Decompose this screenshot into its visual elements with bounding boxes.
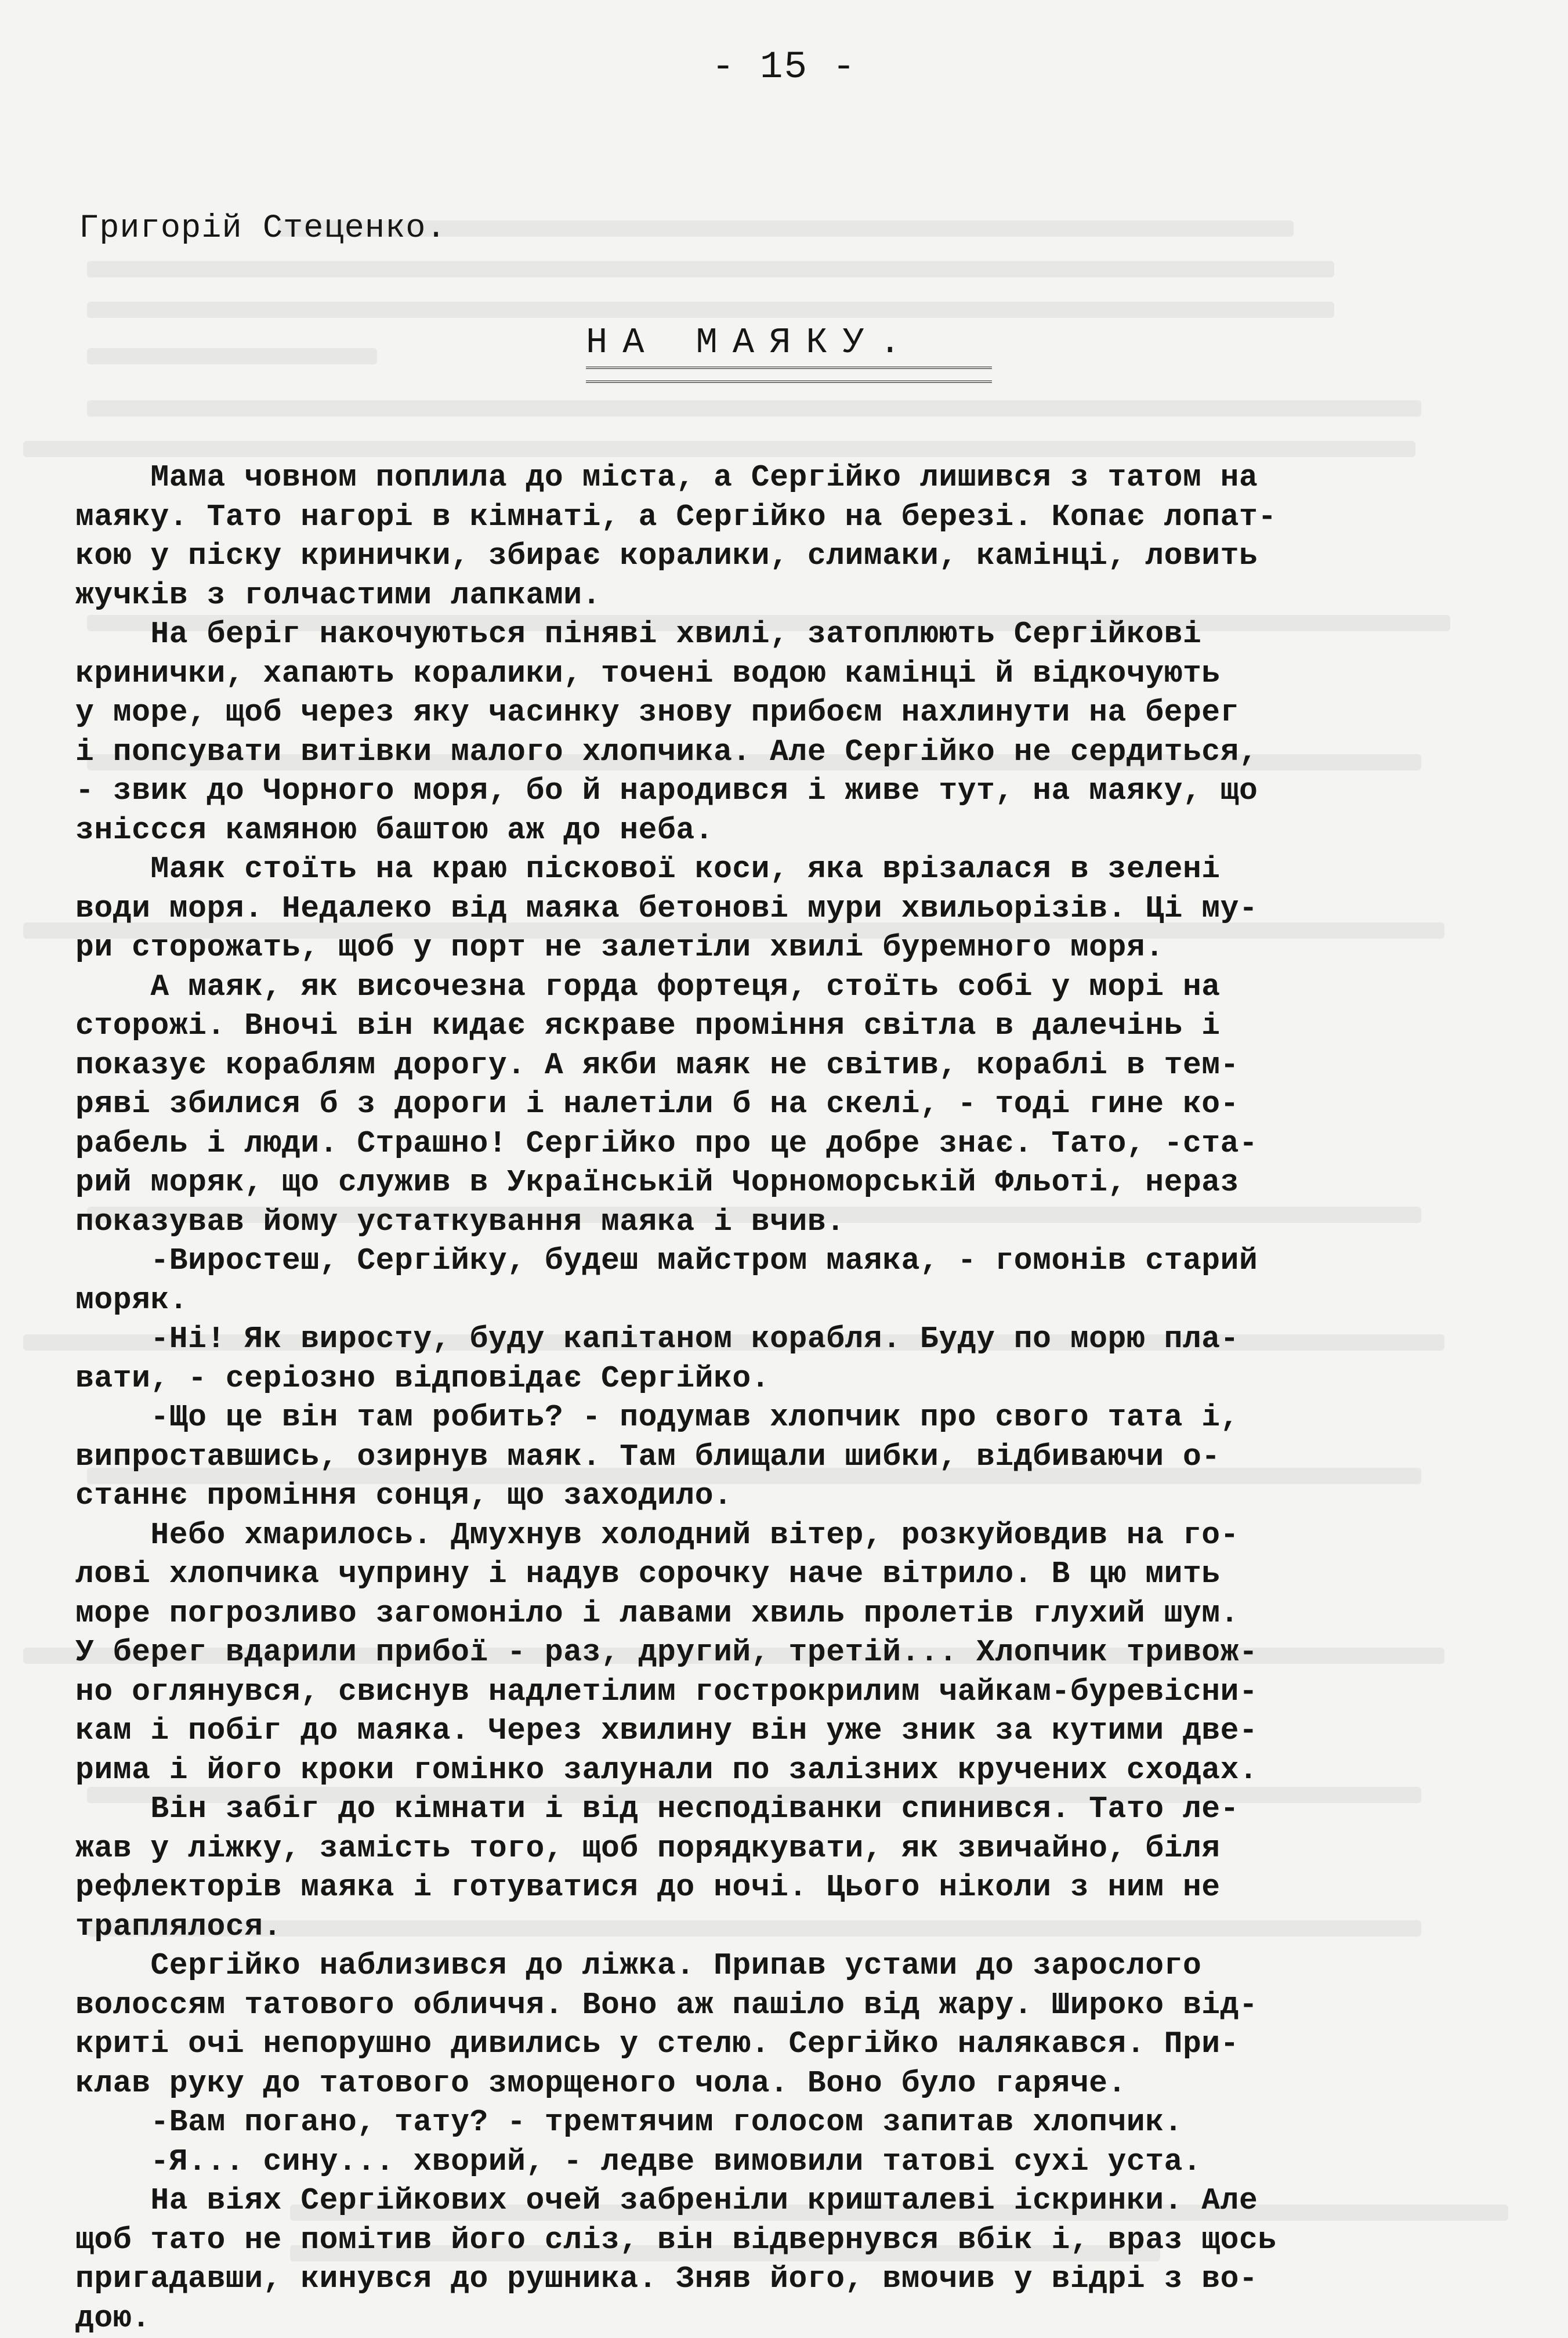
text-line: -Я... сину... хворий, - ледве вимовили татові сухі уста. (75, 2142, 1514, 2182)
text-line: у море, щоб через яку часинку знову прибоєм нахлинути на берег (75, 693, 1514, 733)
text-line: моряк. (75, 1281, 1514, 1320)
text-line: -Виростеш, Сергійку, будеш майстром маяка, - гомонів старий (75, 1242, 1514, 1281)
text-line: море погрозливо загомоніло і лавами хвиль пролетів глухий шум. (75, 1594, 1514, 1634)
text-line: станнє проміння сонця, що заходило. (75, 1476, 1514, 1516)
text-line: жав у ліжку, замість того, щоб порядкувати, як звичайно, біля (75, 1829, 1514, 1869)
text-line: Небо хмарилось. Дмухнув холодний вітер, розкуйовдив на го- (75, 1516, 1514, 1555)
text-line: рефлекторів маяка і готуватися до ночі. Цього ніколи з ним не (75, 1868, 1514, 1908)
text-line: жучків з голчастими лапками. (75, 576, 1514, 616)
text-line: рима і його кроки гомінко залунали по залізних кручених сходах. (75, 1751, 1514, 1790)
text-line: маяку. Тато нагорі в кімнаті, а Сергійко на березі. Копає лопат- (75, 498, 1514, 537)
text-line: дою. (75, 2299, 1514, 2338)
text-line: рабель і люди. Страшно! Сергійко про це добре знає. Тато, -ста- (75, 1124, 1514, 1164)
page-number: - 15 - (0, 45, 1568, 89)
text-line: - звик до Чорного моря, бо й народився і живе тут, на маяку, що (75, 772, 1514, 811)
text-line: криті очі непорушно дивились у стелю. Сергійко налякався. При- (75, 2025, 1514, 2064)
text-line: -Що це він там робить? - подумав хлопчик про свого тата і, (75, 1398, 1514, 1438)
text-line: На беріг накочуються піняві хвилі, затоплюють Сергійкові (75, 615, 1514, 654)
text-line: показує кораблям дорогу. А якби маяк не світив, кораблі в тем- (75, 1046, 1514, 1085)
text-line: показував йому устаткування маяка і вчив. (75, 1203, 1514, 1242)
story-body (75, 458, 1514, 2338)
text-line: -Вам погано, тату? - тремтячим голосом запитав хлопчик. (75, 2103, 1514, 2142)
text-line: води моря. Недалеко від маяка бетонові мури хвильорізів. Ці му- (75, 889, 1514, 929)
text-line: зніссся камяною баштою аж до неба. (75, 811, 1514, 850)
text-line: Мама човном поплила до міста, а Сергійко лишився з татом на (75, 458, 1514, 498)
author-name: Григорій Стеценко. (79, 210, 447, 247)
text-line: кринички, хапають коралики, точені водою камінці й відкочують (75, 654, 1514, 694)
text-line: На віях Сергійкових очей забреніли кришталеві іскринки. Але (75, 2181, 1514, 2221)
text-line: сторожі. Вночі він кидає яскраве проміння світла в далечінь і (75, 1007, 1514, 1046)
story-title: НА МАЯКУ. (586, 322, 916, 363)
title-underline (586, 367, 992, 383)
text-line: кою у піску кринички, збирає коралики, слимаки, камінці, ловить (75, 537, 1514, 576)
text-line: лові хлопчика чуприну і надув сорочку наче вітрило. В цю мить (75, 1555, 1514, 1594)
text-line: -Ні! Як виросту, буду капітаном корабля. Буду по морю пла- (75, 1320, 1514, 1359)
text-line: щоб тато не помітив його сліз, він відвернувся вбік і, враз щось (75, 2221, 1514, 2260)
text-line: і попсувати витівки малого хлопчика. Але Сергійко не сердиться, (75, 733, 1514, 772)
text-line: Сергійко наблизився до ліжка. Припав устами до зарослого (75, 1946, 1514, 1986)
text-line: випроставшись, озирнув маяк. Там блищали шибки, відбиваючи о- (75, 1438, 1514, 1477)
text-line: но оглянувся, свиснув надлетілим гострокрилим чайкам-буревісни- (75, 1673, 1514, 1712)
text-line: Маяк стоїть на краю піскової коси, яка врізалася в зелені (75, 850, 1514, 889)
text-line: волоссям татового обличчя. Воно аж пашіло від жару. Широко від- (75, 1986, 1514, 2025)
text-line: А маяк, як височезна горда фортеця, стоїть собі у морі на (75, 968, 1514, 1007)
text-line: кам і побіг до маяка. Через хвилину він уже зник за кутими две- (75, 1711, 1514, 1751)
text-line: пригадавши, кинувся до рушника. Зняв його, вмочив у відрі з во- (75, 2260, 1514, 2299)
text-line: Він забіг до кімнати і від несподіванки спинився. Тато ле- (75, 1790, 1514, 1829)
text-line: ряві збилися б з дороги і налетіли б на скелі, - тоді гине ко- (75, 1085, 1514, 1124)
text-line: ри сторожать, щоб у порт не залетіли хвилі буремного моря. (75, 928, 1514, 968)
text-line: У берег вдарили прибої - раз, другий, третій... Хлопчик тривож- (75, 1633, 1514, 1673)
text-line: клав руку до татового зморщеного чола. Воно було гаряче. (75, 2064, 1514, 2104)
text-line: рий моряк, що служив в Українській Чорноморській Фльоті, нераз (75, 1163, 1514, 1203)
text-line: траплялося. (75, 1908, 1514, 1947)
text-line: вати, - серіозно відповідає Сергійко. (75, 1359, 1514, 1399)
